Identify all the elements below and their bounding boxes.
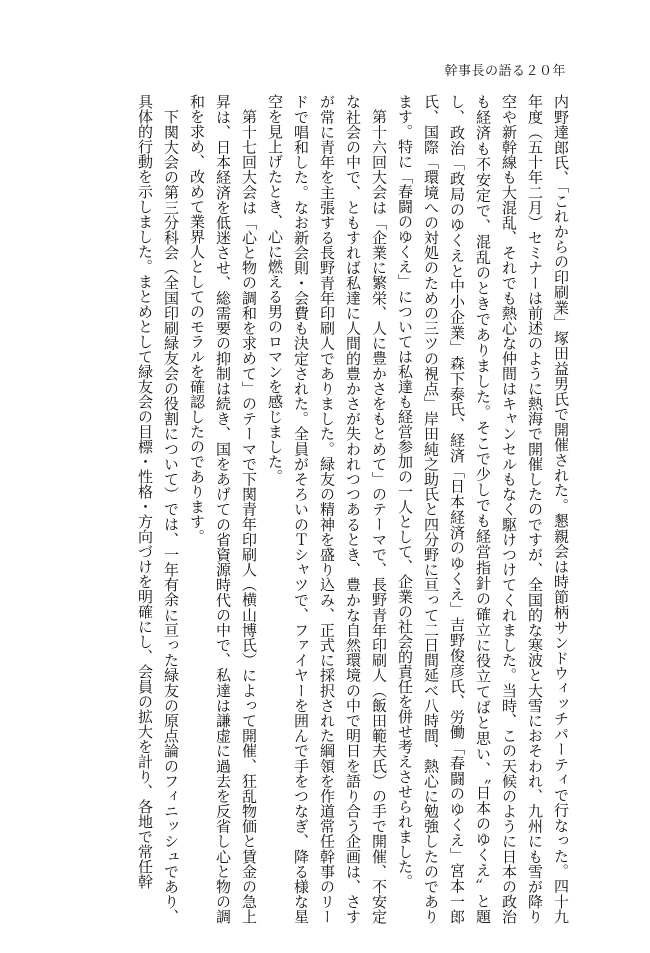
paragraph-4: 下関大会の第三分科会（全国印刷緑友会の役割について）では、一年有余に亘った緑友の原点論のフィニッシュであり、具体的行動を示しました。まとめとして緑友会の目標・性格・方向づけを明確にし、会員の拡大を計り、各地で常任幹 — [136, 94, 180, 924]
body-text — [54, 94, 574, 924]
paragraph-3: 第十七回大会は「心と物の調和を求めて」のテーマで下関青年印刷人（横山博氏）によって開催、狂乱物価と賃金の急上昇は、日本経済を低迷させ、総需要の抑制は続き、国をあげての省資源時代の中で、私達は謙虚に過去を反省し心と物の調和を求め、改めて業界人としてのモラルを確認したのであります。 — [188, 94, 258, 924]
paragraph-2: 第十六回大会は「企業に繁栄、人に豊かさをもとめて」のテーマで、長野青年印刷人（飯田範夫氏）の手で開催、不安定な社会の中で、ともすれば私達に人間的豊かさが失われつつあるとき、豊かな自然環境の中で明日を語り合う企画は、さすが常に青年を主張する長野青年印刷人でありました。緑友の精神を盛り込み、正式に採択された綱領を作道常任幹事のリードで唱和した。なお新会則・会費も決定された。全員がそろいのＴシャツで、ファイヤーを囲んで手をつなぎ、降る様な星空を見上げたとき、心に燃える男のロマンを感じました。 — [266, 94, 388, 924]
paragraph-1: 内野達郎氏、「これからの印刷業」塚田益男氏で開催された。懇親会は時節柄サンドウィッチパーティで行なった。四十九年度（五十年二月）セミナーは前述のように熱海で開催したのですが、全国的な寒波と大雪におそわれ、九州にも雪が降り空や新幹線も大混乱、それでも熱心な仲間はキャンセルもなく駆けつけてくれました。当時、この天候のように日本の政治も経済も不安定で、混乱のときでありました。そこで少しでも経営指針の確立に役立てばと思い、〝日本のゆくえ〟と題し、政治「政局のゆくえと中小企業」森下泰氏、経済「日本経済のゆくえ」吉野俊彦氏、労働「春闘のゆくえ」宮本一郎氏、国際「環境への対処のための三ツの視点」岸田純之助氏と四分野に亘って二日間延べ八時間、熱心に勉強したのであります。特に「春闘のゆくえ」については私達も経営参加の一人として、企業の社会的責任を併せ考えさせられました。 — [396, 94, 570, 924]
running-header: 幹事長の語る２０年 — [444, 64, 566, 79]
